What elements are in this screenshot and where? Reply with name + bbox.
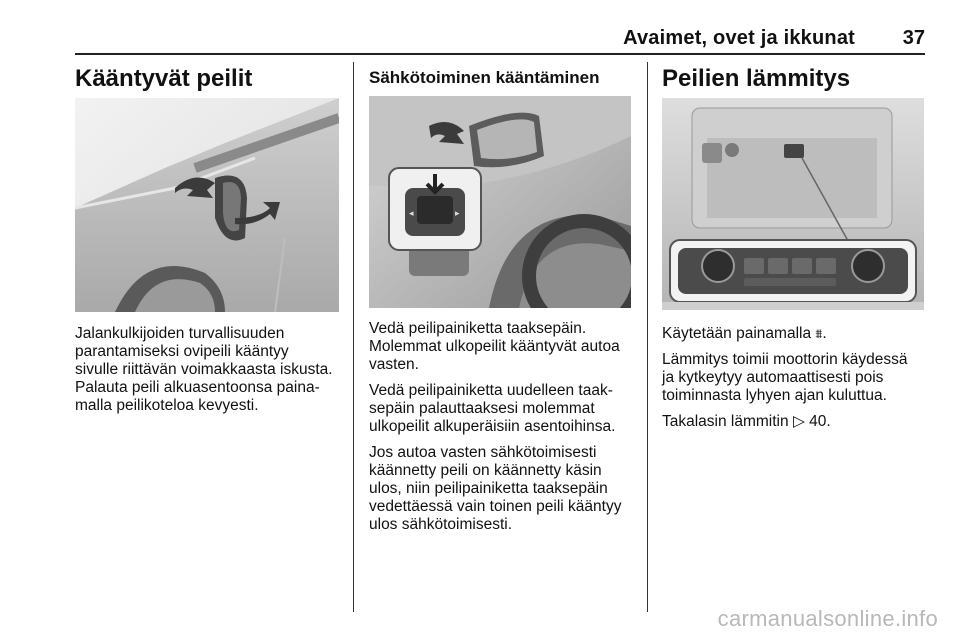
text-line: parantamiseksi ovipeili kääntyy	[75, 343, 289, 360]
svg-text:▸: ▸	[455, 209, 460, 219]
column-divider-1	[353, 62, 354, 612]
heading-mirror-heating: Peilien lämmitys	[662, 65, 851, 92]
text-line: Molemmat ulkopeilit kääntyvät autoa	[369, 338, 620, 355]
col3-paragraph-2	[662, 351, 932, 405]
text-line: vedettäessä vain toinen peili kääntyy	[369, 498, 622, 515]
text-line: käännetty peili on käännetty käsin	[369, 462, 602, 479]
text-line: ulkopeilit alkuperäisiin asentoihinsa.	[369, 418, 616, 435]
figure-climate-panel	[662, 98, 924, 310]
text-line: vasten.	[369, 356, 419, 373]
col2-paragraph-1	[369, 320, 644, 374]
col2-paragraph-2	[369, 382, 644, 436]
text-line: sivulle riittävän voimakkaasta iskusta.	[75, 361, 333, 378]
column-divider-2	[647, 62, 648, 612]
col3-body	[662, 325, 932, 439]
header-rule	[75, 53, 925, 55]
figure-mirror-switch	[369, 96, 631, 308]
text-segment: Takalasin lämmitin	[662, 413, 793, 430]
page-reference-icon: ▷	[792, 413, 805, 430]
text-line: Lämmitys toimii moottorin käydessä	[662, 351, 908, 368]
col2-paragraph-3	[369, 444, 644, 534]
page-number: 37	[902, 27, 925, 49]
page-header-title: Avaimet, ovet ja ikkunat	[623, 27, 855, 49]
text-line: Jalankulkijoiden turvallisuuden	[75, 325, 285, 342]
mirror-heating-icon: ⩩	[815, 326, 823, 341]
text-line: sepäin palauttaaksesi molemmat	[369, 400, 595, 417]
text-line: Vedä peilipainiketta uudelleen taak-	[369, 382, 613, 399]
heading-electric-folding: Sähkötoiminen kääntäminen	[369, 68, 600, 87]
text-line: Palauta peili alkuasentoonsa paina-	[75, 379, 320, 396]
col3-paragraph-3	[662, 413, 932, 431]
text-line: ulos sähkötoimisesti.	[369, 516, 513, 533]
figure-folding-mirror	[75, 98, 339, 312]
svg-text:◂: ◂	[409, 209, 414, 219]
text-line: Vedä peilipainiketta taaksepäin.	[369, 320, 587, 337]
text-segment: Käytetään painamalla	[662, 325, 816, 342]
text-line: ulos, niin peilipainiketta taaksepäin	[369, 480, 608, 497]
text-line: Jos autoa vasten sähkötoimisesti	[369, 444, 597, 461]
col2-body	[369, 320, 644, 542]
col1-paragraph	[75, 325, 345, 415]
col3-paragraph-1	[662, 325, 932, 343]
page-reference-number: 40.	[804, 413, 831, 430]
text-line: ja kytkeytyy automaattisesti pois	[662, 369, 884, 386]
watermark: carmanualsonline.info	[717, 606, 938, 631]
text-line: malla peilikoteloa kevyesti.	[75, 397, 259, 414]
text-segment: .	[822, 325, 827, 342]
heading-folding-mirrors: Kääntyvät peilit	[75, 65, 253, 92]
text-line: toiminnasta lyhyen ajan kuluttua.	[662, 387, 887, 404]
